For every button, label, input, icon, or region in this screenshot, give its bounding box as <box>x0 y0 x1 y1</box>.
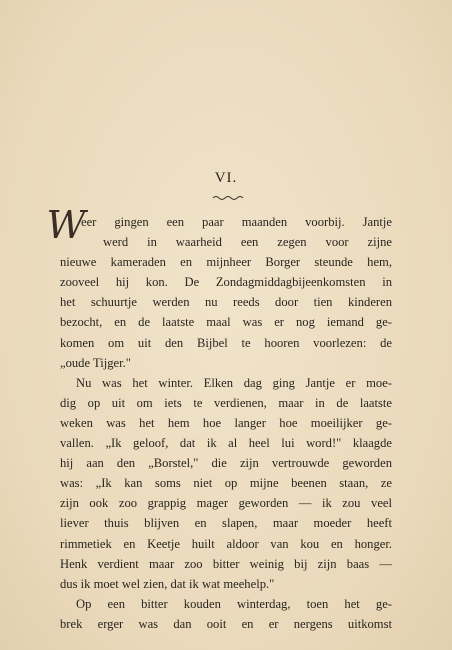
text-line: dus ik moet wel zien, dat ik wat meehelp." <box>60 576 275 591</box>
text-line: hij aan den „Borstel," die zijn vertrouwde geworden <box>60 456 392 471</box>
text-line: was: „Ik kan soms niet op mijne beenen staan, ze <box>60 476 392 491</box>
text-line: Nu was het winter. Elken dag ging Jantje er moe- <box>76 375 392 390</box>
text-line: komen om uit den Bijbel te hooren voorlezen: de <box>60 335 392 350</box>
drop-cap-initial: W <box>46 203 86 247</box>
text-line: Op een bitter kouden winterdag, toen het ge- <box>76 596 392 611</box>
text-line: weken was het hem hoe langer hoe moeilijker ge- <box>60 415 392 430</box>
text-line: dig op uit om iets te verdienen, maar in de laatste <box>60 395 392 410</box>
text-line: bezocht, en de laatste maal was er nog iemand ge- <box>60 315 392 330</box>
body-text <box>60 212 392 634</box>
text-line: vallen. „Ik geloof, dat ik al heel lui word!" klaagde <box>60 436 392 451</box>
text-line: het schuurtje werden nu reeds door tien kinderen <box>60 295 392 310</box>
text-line: zooveel hij kon. De Zondagmiddagbijeenkomsten in <box>60 275 392 290</box>
text-line: werd in waarheid een zegen voor zijne <box>103 235 392 250</box>
ornament-divider <box>212 194 244 202</box>
text-line: liever thuis blijven en slapen, maar moeder heeft <box>60 516 392 531</box>
chapter-heading: VI. <box>214 170 238 186</box>
text-line: „oude Tijger." <box>60 355 131 370</box>
text-line: brek erger was dan ooit en er nergens uitkomst <box>60 616 392 631</box>
text-line: zijn ook zoo grappig mager geworden — ik zou veel <box>60 496 392 511</box>
text-line: Henk verdient maar zoo bitter weinig bij zijn baas — <box>60 556 392 571</box>
text-line: eer gingen een paar maanden voorbij. Jantje <box>81 215 392 229</box>
text-line: rimmetiek en Keetje huilt aldoor van kou en honger. <box>60 536 392 551</box>
text-line: nieuwe kameraden en mijnheer Borger steunde hem, <box>60 255 392 270</box>
